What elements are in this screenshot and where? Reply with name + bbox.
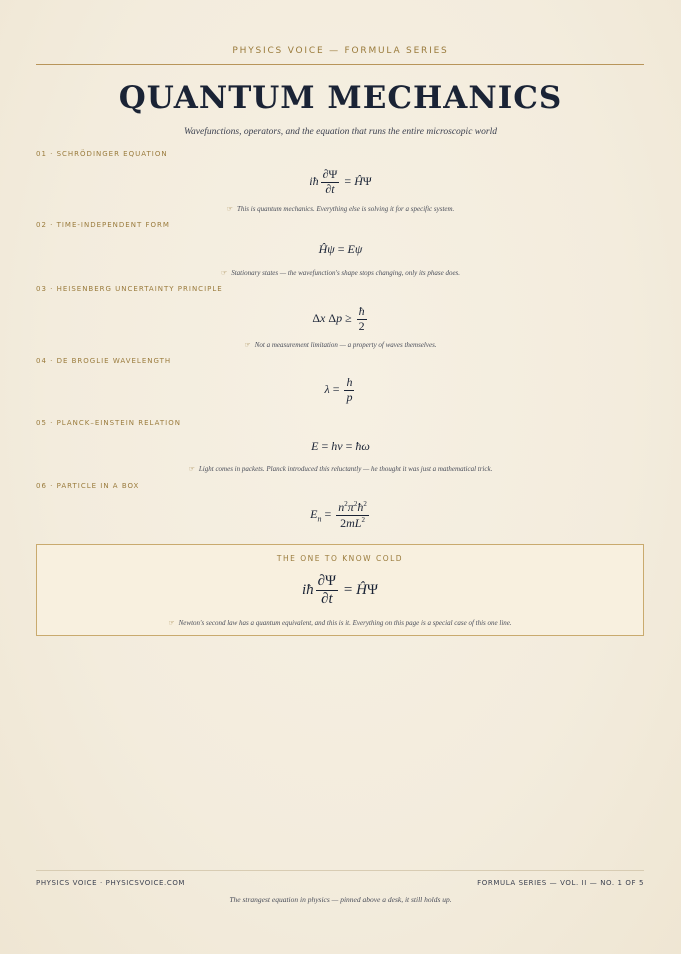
highlight-note — [37, 619, 643, 627]
note-time-independent — [0, 269, 681, 277]
formula-planck-einstein: E = hν = ħω — [311, 439, 370, 453]
top-rule — [36, 64, 644, 65]
formula-particle-box: $E_n$ = $\frac{n^2\pi^2ħ^2}{2mL^2}$ — [310, 500, 367, 530]
note-text: This is quantum mechanics. Everything else is solving it for a specific system. — [236, 205, 455, 213]
note-text: Newton's second law has a quantum equivalent, and this is it. Everything on this page is a special case of this one line. — [178, 619, 512, 627]
highlight-label: THE ONE TO KNOW COLD — [276, 554, 404, 563]
highlight-formula: iħ $\frac{\partial\Psi}{\partial t}$ = ĤΨ — [301, 573, 379, 608]
pointing-hand-icon: ☞ — [220, 269, 228, 277]
formula-time-independent: Ĥψ = Eψ — [318, 242, 363, 256]
section-label-uncertainty: 03 · HEISENBERG UNCERTAINTY PRINCIPLE — [36, 285, 223, 293]
pointing-hand-icon: ☞ — [168, 619, 175, 627]
pointing-hand-icon: ☞ — [244, 341, 251, 349]
footer-quote: The strangest equation in physics — pinned above a desk, it still holds up. — [229, 895, 452, 904]
note-uncertainty — [0, 341, 681, 349]
note-text: Not a measurement limitation — a property of waves themselves. — [254, 341, 437, 349]
note-planck-einstein — [0, 465, 681, 473]
section-label-particle-box: 06 · PARTICLE IN A BOX — [36, 482, 140, 490]
note-schrodinger — [0, 205, 681, 213]
highlight-box — [36, 544, 644, 636]
section-label-de-broglie: 04 · DE BROGLIE WAVELENGTH — [36, 357, 172, 365]
bottom-rule — [36, 870, 644, 871]
formula-de-broglie: λ = $\frac{h}{p}$ — [324, 375, 353, 404]
page-title: QUANTUM MECHANICS — [118, 80, 563, 116]
pointing-hand-icon: ☞ — [188, 465, 195, 473]
pointing-hand-icon: ☞ — [226, 205, 233, 213]
section-label-schrodinger: 01 · SCHRÖDINGER EQUATION — [36, 150, 168, 158]
note-text: Stationary states — the wavefunction's shape stops changing, only its phase does. — [231, 269, 461, 277]
formula-uncertainty: Δx Δp ≥ $\frac{ħ}{2}$ — [312, 304, 365, 333]
page-subtitle: Wavefunctions, operators, and the equation that runs the entire microscopic world — [184, 127, 497, 137]
formula-schrodinger: iħ $\frac{\partial\Psi}{\partial t}$ = ĤΨ — [309, 167, 372, 196]
section-label-time-independent: 02 · TIME-INDEPENDENT FORM — [36, 221, 170, 229]
section-label-planck-einstein: 05 · PLANCK–EINSTEIN RELATION — [36, 419, 181, 427]
series-header: PHYSICS VOICE — FORMULA SERIES — [232, 46, 449, 56]
footer-site: PHYSICS VOICE · PHYSICSVOICE.COM — [36, 879, 186, 887]
footer-issue: FORMULA SERIES — VOL. II — NO. 1 OF 5 — [477, 879, 644, 887]
note-text: Light comes in packets. Planck introduced this reluctantly — he thought it was just a mathematical trick. — [198, 465, 493, 473]
